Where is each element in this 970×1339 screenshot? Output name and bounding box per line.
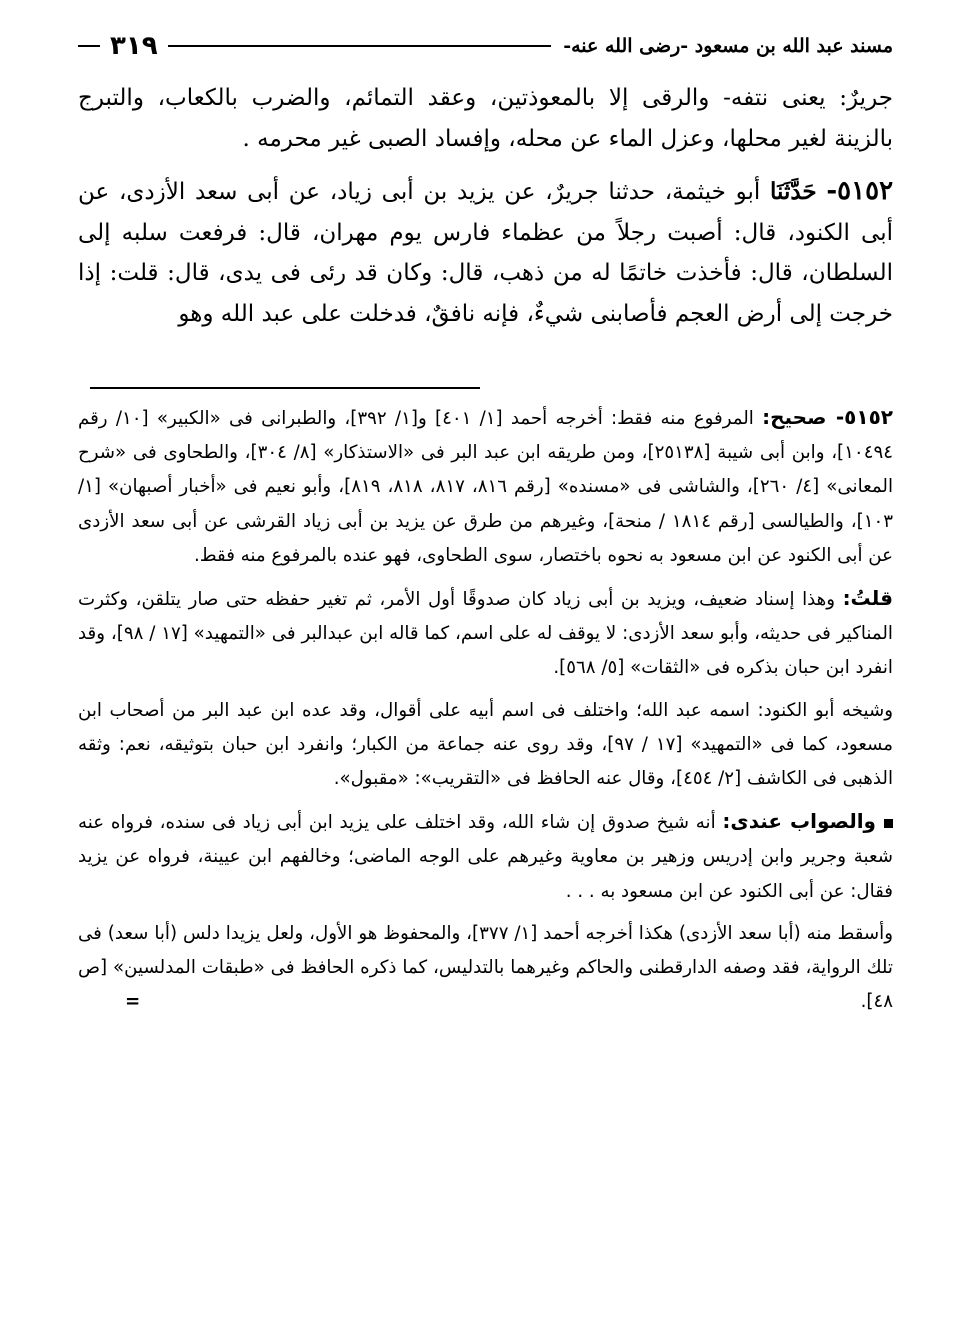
hadith-text: أبو خيثمة، حدثنا جريرٌ، عن يزيد بن أبى زياد، عن أبى سعد الأزدى، عن أبى الكنود، قال: أصبت رجلاً من عظماء فارس يوم مهران، قال: فرفعت سلبه إلى السلطان، قال: فأخذت خاتمًا له من ذهب، قال: وكان قد رئى فى يدى، قال: قلت: إذا خرجت إلى أرض العجم فأصابنى شيءٌ، فإنه نافقٌ، فدخلت على عبد الله وهو: [78, 179, 893, 327]
footnote-separator: [90, 387, 480, 389]
footnote-1-lead: ٥١٥٢- صحيح:: [762, 405, 893, 429]
hadith-paragraph: [78, 171, 893, 334]
footnote-1-text: المرفوع منه فقط: أخرجه أحمد [١/ ٤٠١] و[١/ ٣٩٢]، والطبرانى فى «الكبير» [١٠/ رقم ١٠٤٩٤]، وابن أبى شيبة [٢٥١٣٨]، ومن طريقه ابن عبد البر فى «الاستذكار» [٨/ ٣٠٤]، والطحاوى فى «شرح المعانى» [٤/ ٢٦٠]، والشاشى فى «مسنده» [رقم ٨١٦، ٨١٧، ٨١٨، ٨١٩]، وأبو نعيم فى «أخبار أصبهان» [١/ ١٠٣]، والطيالسى [رقم ١٨١٤ / منحة]، وغيرهم من طرق عن يزيد بن أبى زياد القرشى عن أبى سعد الأزدى عن أبى الكنود عن ابن مسعود به نحوه باختصار، سوى الطحاوى، فهو عنده بالمرفوع منه فقط.: [78, 408, 893, 566]
footnote-4-text: أنه شيخ صدوق إن شاء الله، وقد اختلف على يزيد ابن أبى زياد فى سنده، فرواه عنه شعبة وجرير وابن إدريس وزهير بن معاوية وغيرهم على الوجه الماضى؛ وخالفهم ابن عيينة، فرواه عن يزيد فقال: عن أبى الكنود عن ابن مسعود به . . .: [78, 812, 893, 902]
header-rule: [168, 45, 552, 47]
footnote-4-lead: والصواب عندى:: [722, 809, 876, 834]
footnote-2-lead: قلتُ:: [842, 586, 893, 611]
hadith-number: ٥١٥٢-: [826, 176, 894, 206]
main-paragraph-1: جريرٌ: يعنى نتفه- والرقى إلا بالمعوذتين، وعقد التمائم، والضرب بالكعاب، والتبرج بالزينة لغير محلها، وعزل الماء عن محله، وإفساد الصبى غير محرمه .: [78, 85, 893, 152]
footnote-5: [78, 917, 893, 1020]
page-number: ٣١٩: [110, 31, 158, 61]
footnotes: [78, 400, 893, 1019]
continuation-mark: =: [125, 991, 141, 1013]
footnote-5-text: وأسقط منه (أبا سعد الأزدى) هكذا أخرجه أحمد [١/ ٣٧٧]، والمحفوظ هو الأول، ولعل يزيدا دلس (أبا سعد) فى تلك الرواية، فقد وصفه الدارقطنى والحاكم وغيرهما بالتدليس، كما ذكره الحافظ فى «طبقات المدلسين» [ص ٤٨].: [78, 922, 894, 1013]
footnote-3: وشيخه أبو الكنود: اسمه عبد الله؛ واختلف فى اسم أبيه على أقوال، وقد عده ابن عبد البر من أصحاب ابن مسعود، كما فى «التمهيد» [١٧ / ٩٧]، وقد روى عنه جماعة من الكبار؛ وانفرد ابن حبان بتوثيقه، نعم: وثقه الذهبى فى الكاشف [٢/ ٤٥٤]، وقال عنه الحافظ فى «التقريب»: «مقبول».: [78, 699, 893, 790]
header-dash: [78, 45, 100, 47]
footnote-4: [78, 804, 893, 909]
square-bullet-icon: [884, 819, 893, 828]
page-header: [78, 26, 893, 66]
footnote-1: [78, 400, 893, 573]
main-text: [78, 78, 893, 334]
footnote-2-text: وهذا إسناد ضعيف، ويزيد بن أبى زياد كان صدوقًا أول الأمر، ثم تغير حفظه حتى صار يتلقن، وكثرت المناكير فى حديثه، وأبو سعد الأزدى: لا يوقف له على اسم، كما قاله ابن عبدالبر فى «التمهيد» [١٧ / ٩٨]، وقد انفرد ابن حبان بذكره فى «الثقات» [٥/ ٥٦٨].: [78, 589, 893, 679]
haddathana: حَدَّثَنَا: [770, 178, 817, 205]
running-title: مسند عبد الله بن مسعود -رضى الله عنه-: [563, 35, 893, 57]
footnote-2: [78, 581, 893, 686]
